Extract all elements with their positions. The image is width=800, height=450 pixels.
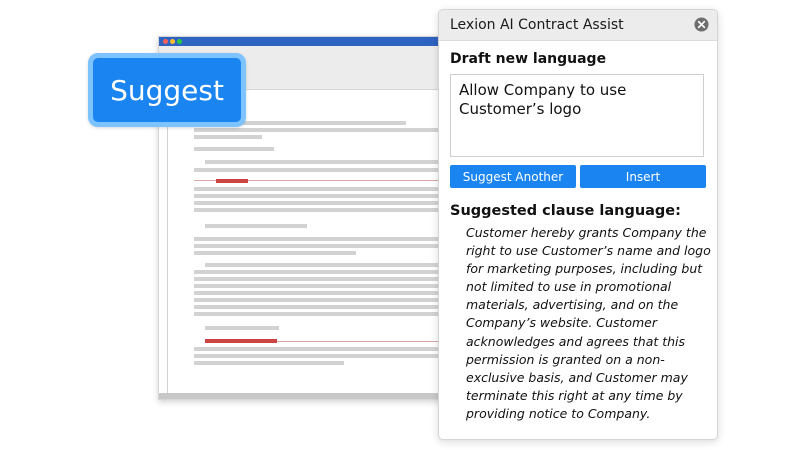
text-line: [194, 208, 444, 212]
text-line: [194, 298, 444, 302]
highlighted-text[interactable]: [216, 179, 248, 183]
panel-header: [439, 10, 717, 41]
text-line: [194, 277, 444, 281]
text-line: [205, 160, 445, 164]
contract-assist-panel: [438, 9, 718, 440]
text-line: [194, 147, 274, 151]
draft-heading: Draft new language: [450, 51, 607, 67]
text-line: [194, 284, 444, 288]
suggested-clause-text: Customer hereby grants Company the right to use Customer’s name and logo for marketing purposes, including but not limited to use in promotional materials, advertising, and on the Company’s website. Customer acknowledges and agrees that this permission is granted on a non-exclusive basis, and Customer may terminate this right at any time by providing notice to Company.: [466, 225, 711, 421]
draft-input[interactable]: [450, 74, 704, 157]
text-line: [194, 270, 444, 274]
text-line: [194, 187, 444, 191]
text-line: [194, 312, 444, 316]
text-line: [194, 347, 444, 351]
panel-title: Lexion AI Contract Assist: [450, 17, 624, 33]
text-line: [194, 168, 444, 172]
text-line: [194, 244, 444, 248]
window-maximize-dot-icon[interactable]: [177, 39, 182, 44]
text-line: [194, 361, 344, 365]
text-line: [194, 251, 356, 255]
highlighted-text[interactable]: [205, 339, 277, 343]
text-line: [194, 201, 444, 205]
text-line: [194, 291, 444, 295]
text-line: [205, 263, 445, 267]
text-line: [194, 135, 262, 139]
text-line: [194, 237, 444, 241]
text-line: [194, 354, 444, 358]
suggested-clause-heading: Suggested clause language:: [450, 203, 681, 219]
text-line: [194, 305, 444, 309]
text-line: [205, 224, 307, 228]
window-minimize-dot-icon[interactable]: [170, 39, 175, 44]
window-close-dot-icon[interactable]: [163, 39, 168, 44]
suggest-button[interactable]: Suggest: [88, 53, 246, 127]
text-line: [194, 128, 446, 132]
close-icon[interactable]: [694, 17, 709, 32]
text-line: [194, 194, 444, 198]
suggest-another-button[interactable]: Suggest Another: [450, 165, 576, 188]
text-line: [205, 326, 279, 330]
insert-button[interactable]: Insert: [580, 165, 706, 188]
